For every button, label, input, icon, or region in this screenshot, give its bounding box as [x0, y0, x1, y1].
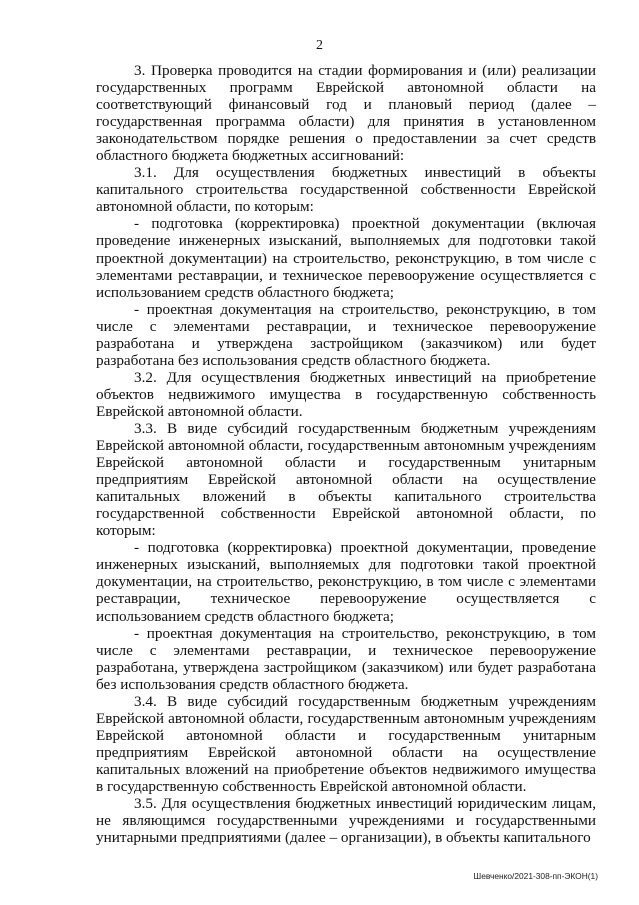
paragraph-3-1: 3.1. Для осуществления бюджетных инвестиций в объекты капитального строительства государственной собственности Еврейской автономной области, по которым: — [96, 164, 596, 216]
paragraph-3-3-item-2: - проектная документация на строительство, реконструкцию, в том числе с элементами реставрации, и техническое перевооружение разработана, утверждена застройщиком (заказчиком) или будет разработана без использования средств областного бюджета. — [96, 624, 596, 693]
paragraph-3-3-item-1: - подготовка (корректировка) проектной документации, проведение инженерных изысканий, выполняемых для подготовки такой проектной документации, на строительство, реконструкцию, в том числе с элементами реставрации, техническое перевооружение осуществляется с использованием средств областного бюджета; — [96, 539, 596, 625]
paragraph-3-4: 3.4. В виде субсидий государственным бюджетным учреждениям Еврейской автономной области, государственным автономным учреждениям Еврейской автономной области и государственным унитарным предприятиям Еврейской автономной области на осуществление капитальных вложений на приобретение объектов недвижимого имущества в государственную собственность Еврейской автономной области. — [96, 692, 596, 795]
footer-document-code: Шевченко/2021-308-пп-ЭКОН(1) — [473, 871, 598, 881]
paragraph-3-1-item-1: - подготовка (корректировка) проектной документации (включая проведение инженерных изысканий, выполняемых для подготовки такой проектной документации) на строительство, реконструкцию, в том числе с элементами реставрации, и техническое перевооружение осуществляется с использованием средств областного бюджета; — [96, 215, 596, 301]
page-number: 2 — [316, 38, 323, 53]
paragraph-3-5: 3.5. Для осуществления бюджетных инвестиций юридическим лицам, не являющимся государственными учреждениями и государственными унитарными предприятиями (далее – организации), в объекты капитального — [96, 795, 596, 847]
paragraph-3-1-item-2: - проектная документация на строительство, реконструкцию, в том числе с элементами реставрации, и техническое перевооружение разработана и утверждена застройщиком (заказчиком) или будет разработана без использования средств областного бюджета. — [96, 300, 596, 369]
paragraph-3-2: 3.2. Для осуществления бюджетных инвестиций на приобретение объектов недвижимого имущества в государственную собственность Еврейской автономной области. — [96, 368, 596, 420]
document-body — [96, 62, 596, 846]
paragraph-3: 3. Проверка проводится на стадии формирования и (или) реализации государственных программ Еврейской автономной области на соответствующий финансовый год и плановый период (далее – государственная программа области) для принятия в установленном законодательством порядке решения о предоставлении за счет средств областного бюджета бюджетных ассигнований: — [96, 62, 596, 165]
paragraph-3-3: 3.3. В виде субсидий государственным бюджетным учреждениям Еврейской автономной области, государственным автономным учреждениям Еврейской автономной области и государственным унитарным предприятиям Еврейской автономной области на осуществление капитальных вложений в объекты капитального строительства государственной собственности Еврейской автономной области, по которым: — [96, 419, 596, 540]
